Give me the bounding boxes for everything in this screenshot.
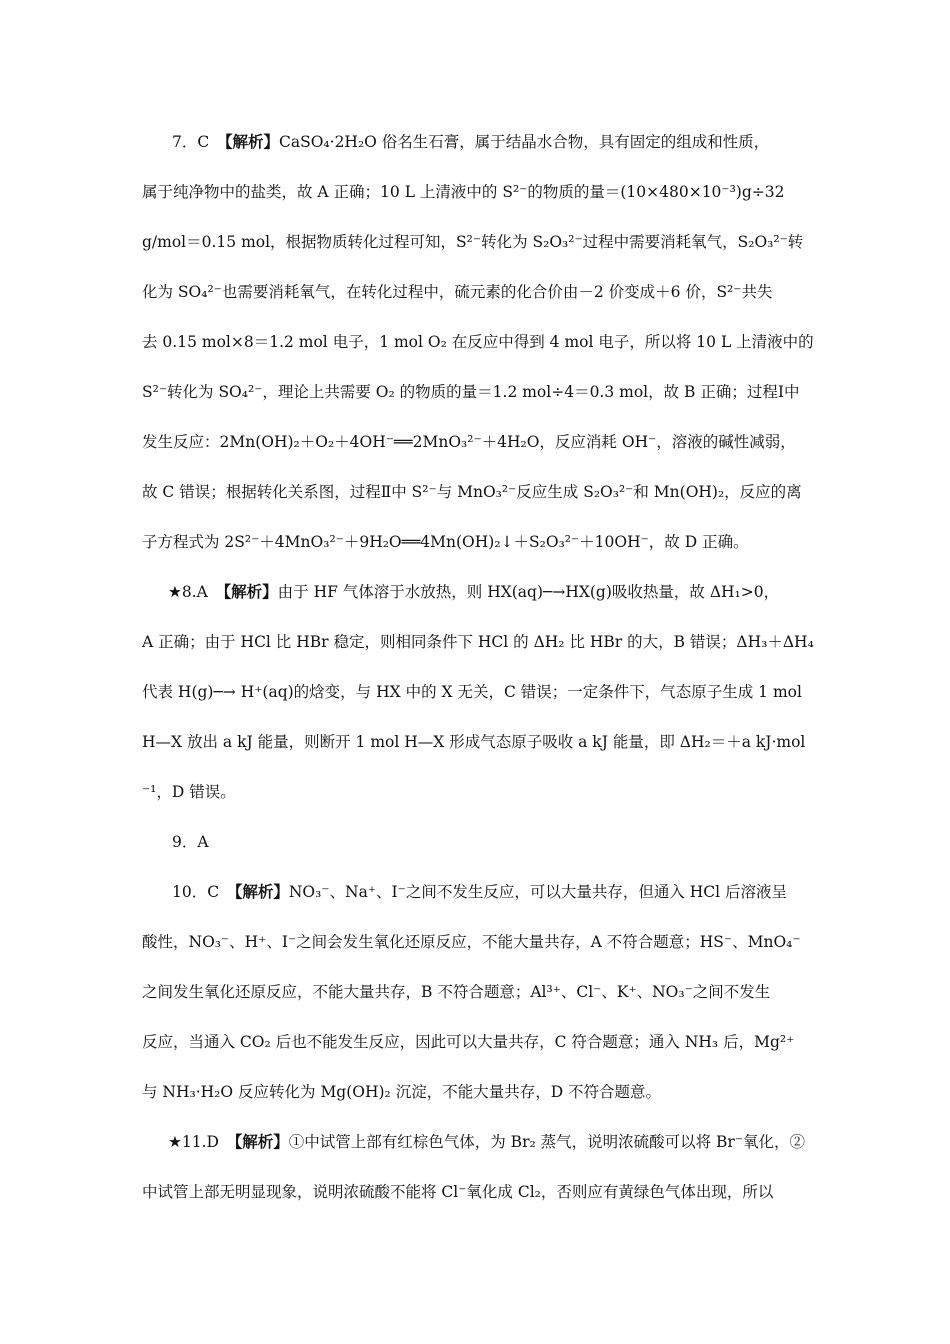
q10-line-4: 反应，当通入 CO₂ 后也不能发生反应，因此可以大量共存，C 符合题意；通入 NH₃ 后，Mg²⁺: [142, 1033, 795, 1051]
q10-line-1: [172, 881, 832, 903]
q11-analysis-tag: 【解析】: [234, 1132, 289, 1151]
q10-analysis-tag: 【解析】: [234, 882, 289, 901]
q10-number: 10．C: [172, 883, 235, 901]
q8-line-2: A 正确；由于 HCl 比 HBr 稳定，则相同条件下 HCl 的 ΔH₂ 比 HBr 的大，B 错误；ΔH₃＋ΔH₄: [142, 633, 814, 651]
q7-line-9: 子方程式为 2S²⁻＋4MnO₃²⁻＋9H₂O══4Mn(OH)₂↓＋S₂O₃²⁻＋10OH⁻，故 D 正确。: [142, 533, 749, 551]
q9-line-1: 9．A: [172, 833, 209, 851]
q7-line-7: 发生反应：2Mn(OH)₂＋O₂＋4OH⁻══2MnO₃²⁻＋4H₂O，反应消耗 OH⁻，溶液的碱性减弱，: [142, 433, 796, 451]
q11-line-2: 中试管上部无明显现象，说明浓硫酸不能将 Cl⁻氧化成 Cl₂，否则应有黄绿色气体出现，所以: [142, 1183, 774, 1201]
q7-line-2: 属于纯净物中的盐类，故 A 正确；10 L 上清液中的 S²⁻的物质的量＝(10×480×10⁻³)g÷32: [142, 183, 785, 201]
q10-text: NO₃⁻、Na⁺、I⁻之间不发生反应，可以大量共存，但通入 HCl 后溶液呈: [288, 883, 788, 901]
q8-number: ★8.A: [168, 583, 224, 601]
q7-line-1: [172, 131, 832, 153]
q10-line-2: 酸性，NO₃⁻、H⁺、I⁻之间会发生氧化还原反应，不能大量共存，A 不符合题意；HS⁻、MnO₄⁻: [142, 933, 801, 951]
q11-text: ①中试管上部有红棕色气体，为 Br₂ 蒸气，说明浓硫酸可以将 Br⁻氧化，②: [288, 1133, 806, 1151]
q8-line-5: ⁻¹，D 错误。: [142, 783, 236, 801]
q7-line-4: 化为 SO₄²⁻也需要消耗氧气，在转化过程中，硫元素的化合价由－2 价变成＋6 价，S²⁻共失: [142, 283, 773, 301]
q8-line-3: 代表 H(g)─→ H⁺(aq)的焓变，与 HX 中的 X 无关，C 错误；一定条件下，气态原子生成 1 mol: [142, 683, 802, 701]
q7-line-6: S²⁻转化为 SO₄²⁻，理论上共需要 O₂ 的物质的量＝1.2 mol÷4＝0.3 mol，故 B 正确；过程Ⅰ中: [142, 383, 800, 401]
q10-line-5: 与 NH₃·H₂O 反应转化为 Mg(OH)₂ 沉淀，不能大量共存，D 不符合题意。: [142, 1083, 662, 1101]
q8-line-4: H—X 放出 a kJ 能量，则断开 1 mol H—X 形成气态原子吸收 a kJ 能量，即 ΔH₂＝＋a kJ·mol: [142, 733, 806, 751]
q7-line-5: 去 0.15 mol×8＝1.2 mol 电子，1 mol O₂ 在反应中得到 4 mol 电子，所以将 10 L 上清液中的: [142, 333, 814, 351]
q7-text: CaSO₄·2H₂O 俗名生石膏，属于结晶水合物，具有固定的组成和性质，: [279, 133, 770, 151]
q10-line-3: 之间发生氧化还原反应，不能大量共存，B 不符合题意；Al³⁺、Cl⁻、K⁺、NO₃⁻之间不发生: [142, 983, 771, 1001]
q7-number: 7．C: [172, 133, 225, 151]
q11-number: ★11.D: [168, 1133, 235, 1151]
q8-line-1: [168, 581, 832, 603]
q8-text: 由于 HF 气体溶于水放热，则 HX(aq)─→HX(g)吸收热量，故 ΔH₁>0，: [277, 583, 780, 601]
q7-line-8: 故 C 错误；根据转化关系图，过程Ⅱ中 S²⁻与 MnO₃²⁻反应生成 S₂O₃²⁻和 Mn(OH)₂，反应的离: [142, 483, 802, 501]
q7-line-3: g/mol＝0.15 mol，根据物质转化过程可知，S²⁻转化为 S₂O₃²⁻过程中需要消耗氧气，S₂O₃²⁻转: [142, 233, 804, 251]
q11-line-1: [168, 1131, 832, 1153]
q8-analysis-tag: 【解析】: [223, 582, 278, 601]
q7-analysis-tag: 【解析】: [224, 132, 279, 151]
